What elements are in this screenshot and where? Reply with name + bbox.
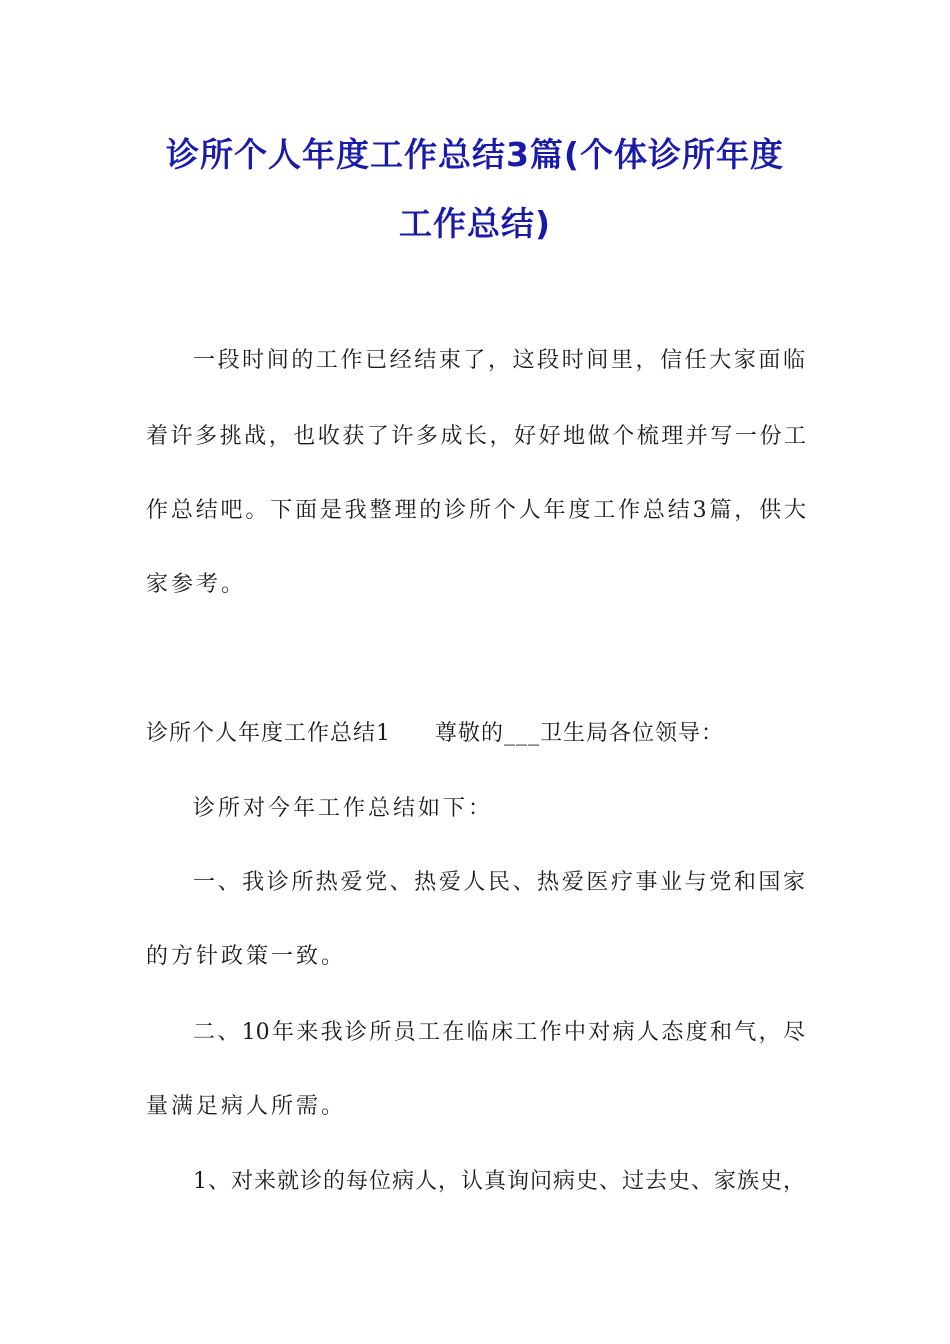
- intro-line-4: 家参考。: [146, 572, 247, 597]
- paragraph-3-line-1: 1、对来就诊的每位病人，认真询问病史、过去史、家族史，: [193, 1169, 805, 1194]
- section-heading: 诊所个人年度工作总结1: [146, 721, 391, 746]
- salutation: 尊敬的___卫生局各位领导：: [435, 721, 725, 746]
- intro-line-2: 着许多挑战，也收获了许多成长，好好地做个梳理并写一份工: [146, 424, 806, 449]
- document-title-line-2: 工作总结): [398, 204, 552, 243]
- paragraph-1-line-2: 的方针政策一致。: [146, 944, 347, 969]
- paragraph-intro: 诊所对今年工作总结如下：: [193, 796, 494, 821]
- paragraph-2-line-1: 二、10年来我诊所员工在临床工作中对病人态度和气，尽: [193, 1020, 805, 1045]
- document-title-line-1: 诊所个人年度工作总结3篇(个体诊所年度: [165, 135, 785, 174]
- paragraph-1-line-1: 一、我诊所热爱党、热爱人民、热爱医疗事业与党和国家: [193, 870, 805, 895]
- intro-line-3: 作总结吧。下面是我整理的诊所个人年度工作总结3篇，供大: [146, 498, 806, 523]
- paragraph-2-line-2: 量满足病人所需。: [146, 1094, 347, 1119]
- intro-line-1: 一段时间的工作已经结束了，这段时间里，信任大家面临: [193, 348, 805, 373]
- section-heading-row: [146, 723, 724, 745]
